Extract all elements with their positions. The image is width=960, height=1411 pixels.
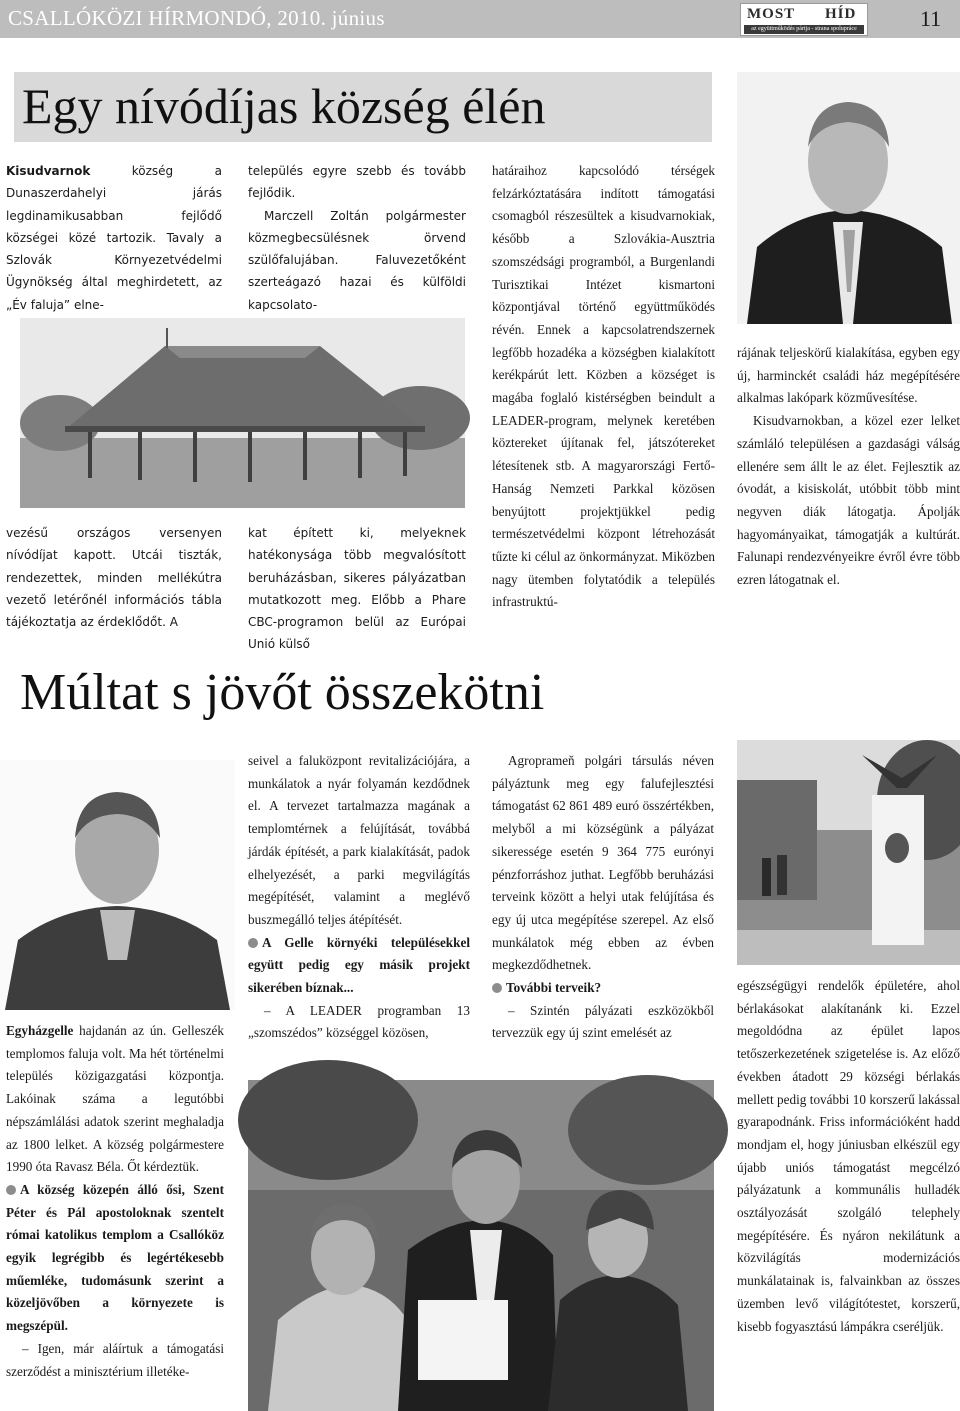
question-bullet-icon xyxy=(248,938,258,948)
article1-col2-p2: Marczell Zoltán polgármester közmegbecsülésnek örvend szülőfalujában. Faluvezetőként szerteágazó hazai és külföldi kapcsolato- xyxy=(248,208,466,312)
article2-col3-p1: Agroprameň polgári társulás néven pályáztunk meg egy falufejlesztési támogatást 62 861 489 euró összértékben, melyből a mi községünk a pályázat sikeressége esetén 9 364 775 eurónyi pénzforráshoz juthat. Legfőbb beruházási terveink között a helyi utak felújítása és egy új utca megépítése szerepel. Az első munkálatok még ebben az évben megkezdődhetnek. xyxy=(492,753,714,973)
article2-col1-question-p xyxy=(6,1179,224,1338)
article1-col2-bottom: kat épített ki, melyeknek hatékonysága több megvalósított beruházásban, sikeres pályázatban mutatkozott meg. Előbb a Phare CBC-programon belül az Európai Unió külső xyxy=(248,526,466,652)
thatched-pavilion-photo xyxy=(20,318,465,508)
article2-col1-answer: – Igen, már aláírtuk a támogatási szerződést a minisztérium illetéke- xyxy=(6,1340,224,1379)
article2-col2 xyxy=(248,750,470,1068)
article1-col1-bottom: vezésű országos versenyen nívódíjat kapott. Utcái tiszták, rendezettek, minden mellékútra vezető letérőnél információs tábla tájékoztatja az érdeklődőt. A xyxy=(6,526,222,630)
article2-col4: egészségügyi rendelők épületére, ahol bérlakásokat alakítanánk ki. Ezzel megoldódna az épület lapos tetőszerkezetének szigetelése is. Az előző években átadott 29 községi bérlakás mellett pedig további 10 korszerű lakással gyarapodnánk. Friss információként hadd mondjam el, hogy júniusban elkészül egy újabb uniós támogatást megcélzó pályázatunk a kommunális hulladék osztályozását szolgáló telephely megépítésére. És nyáron nekilátunk a közvilágítás modernizációs munkálatainak is, falvainkban az összes üzemben levő világítótestet, korszerű, kisebb fogyasztású lámpákra cseréljük. xyxy=(737,978,960,1334)
question-bullet-icon xyxy=(492,983,502,993)
article1-lead-word: Kisudvarnok xyxy=(6,164,91,178)
logo-tagline: az együttműködés pártja - strana spolupráce xyxy=(744,25,864,34)
article2-col2-question-p xyxy=(248,932,470,1000)
article1-col4-p2: Kisudvarnokban, a közel ezer lelket számláló településen a gazdasági válság ellenére sem állt le az élet. Fejlesztik az óvodát, a kisiskolát, utóbbit több mint negyven diák látogatja. Ápolják hagyományaikat, támogatják a kultúrát. Falunapi rendezvényeikre évről évre több ezren látogatnak el. xyxy=(737,413,960,588)
article2-col3-question-p xyxy=(492,977,714,1000)
page-number: 11 xyxy=(920,6,942,31)
article2-col1-intro-p xyxy=(6,1020,224,1179)
article2-col2-answer: – A LEADER programban 13 „szomszédos” községgel közösen, xyxy=(248,1002,470,1041)
article2-lead-word: Egyházgelle xyxy=(6,1023,74,1038)
monument-photo xyxy=(737,740,960,965)
article2-col3-answer: – Szintén pályázati eszközökből tervezzük egy új szint emelését az xyxy=(492,1002,714,1041)
article2-col1 xyxy=(6,1020,224,1405)
article2-col3-question: További terveik? xyxy=(506,980,602,996)
mayor-portrait-photo xyxy=(737,72,960,324)
article1-col1-top xyxy=(6,160,222,312)
article1-col4 xyxy=(737,342,960,638)
logo-word-hid: HÍD xyxy=(825,6,857,22)
article1-col2-top xyxy=(248,160,466,312)
article1-col4-p1: rájának teljeskörű kialakítása, egyben egy új, harminckét családi ház megépítésére alkalmas lakópark közművesítése. xyxy=(737,345,960,406)
article1-col2-p1: település egyre szebb és tovább fejlődik. xyxy=(248,164,466,201)
article2-col2-question: A Gelle környéki településekkel együtt pedig egy másik projekt sikerében bíznak... xyxy=(248,934,470,996)
group-event-photo xyxy=(248,1080,714,1411)
logo-word-most: MOST xyxy=(747,6,796,22)
article2-col2-p1: seivel a faluközpont revitalizációjára, a munkálatok a nyár folyamán kezdődnek el. A tervezet tartalmazza magának a templomtérnek a felújítását, továbbá járdák építését, a park kialakítását, padok elhelyezését, a parki megvilágítás megépítését, valamint a meglévő buszmegálló teljes átépítését. xyxy=(248,753,470,927)
article1-col3: határaihoz kapcsolódó térségek felzárkóztatására indított támogatási csomagból részesültek a kisudvarnokiak, később a Szlovákia-Ausztria szomszédsági programból, a Burgenlandi Turisztikai Intézet kismartoni központjával történő együttműködés révén. Ennek a kapcsolatrendszernek legfőbb hozadéka a községben kialakított kerékpárút lett. Közben a községet is magába foglaló kistérségben beindult a LEADER-program, melynek keretében köztereket újítanak fel, játszótereket létesítenek stb. A magyarországi Fertő-Hanság Nemzeti Parkkal közösen benyújtott projektjükkel pedig természetvédelmi központ létrehozását tűzte ki célul az önkormányzat. Miközben nagy ütemben folytatódik a település infrastruktú- xyxy=(492,163,715,610)
article2-col1-question: A község közepén álló ősi, Szent Péter és Pál apostoloknak szentelt római katolikus templom a Csallóköz egyik legrégibb és legértékesebb műemléke, tudomásunk szerint a közeljövőben a környezete is megszépül. xyxy=(6,1181,224,1334)
most-hid-logo xyxy=(740,3,868,36)
article2-col3 xyxy=(492,750,714,1068)
question-bullet-icon xyxy=(6,1185,16,1195)
article1-col1-top-text: község a Dunaszerdahelyi járás legdinamikusabban fejlődő községei közé tartozik. Tavaly a Szlovák Környezetvédelmi Ügynökség által meghirdetett, az „Év faluja” elne- xyxy=(6,164,222,312)
page-header-bar xyxy=(0,0,960,38)
article2-col1-intro: hajdanán az ún. Gelleszék templomos faluja volt. Ma hét történelmi település közigazgatási központja. Lakóinak száma a legutóbbi népszámlálási adatok szerint meghaladja az 1800 lelket. A község polgármestere 1990 óta Ravasz Béla. Őt kérdeztük. xyxy=(6,1023,224,1175)
mayor-ravasz-portrait-photo xyxy=(0,760,235,1010)
article2-headline: Múltat s jövőt összekötni xyxy=(20,664,545,721)
article1-headline: Egy nívódíjas község élén xyxy=(22,78,546,134)
newspaper-title: CSALLÓKÖZI HÍRMONDÓ, 2010. június xyxy=(8,6,385,30)
